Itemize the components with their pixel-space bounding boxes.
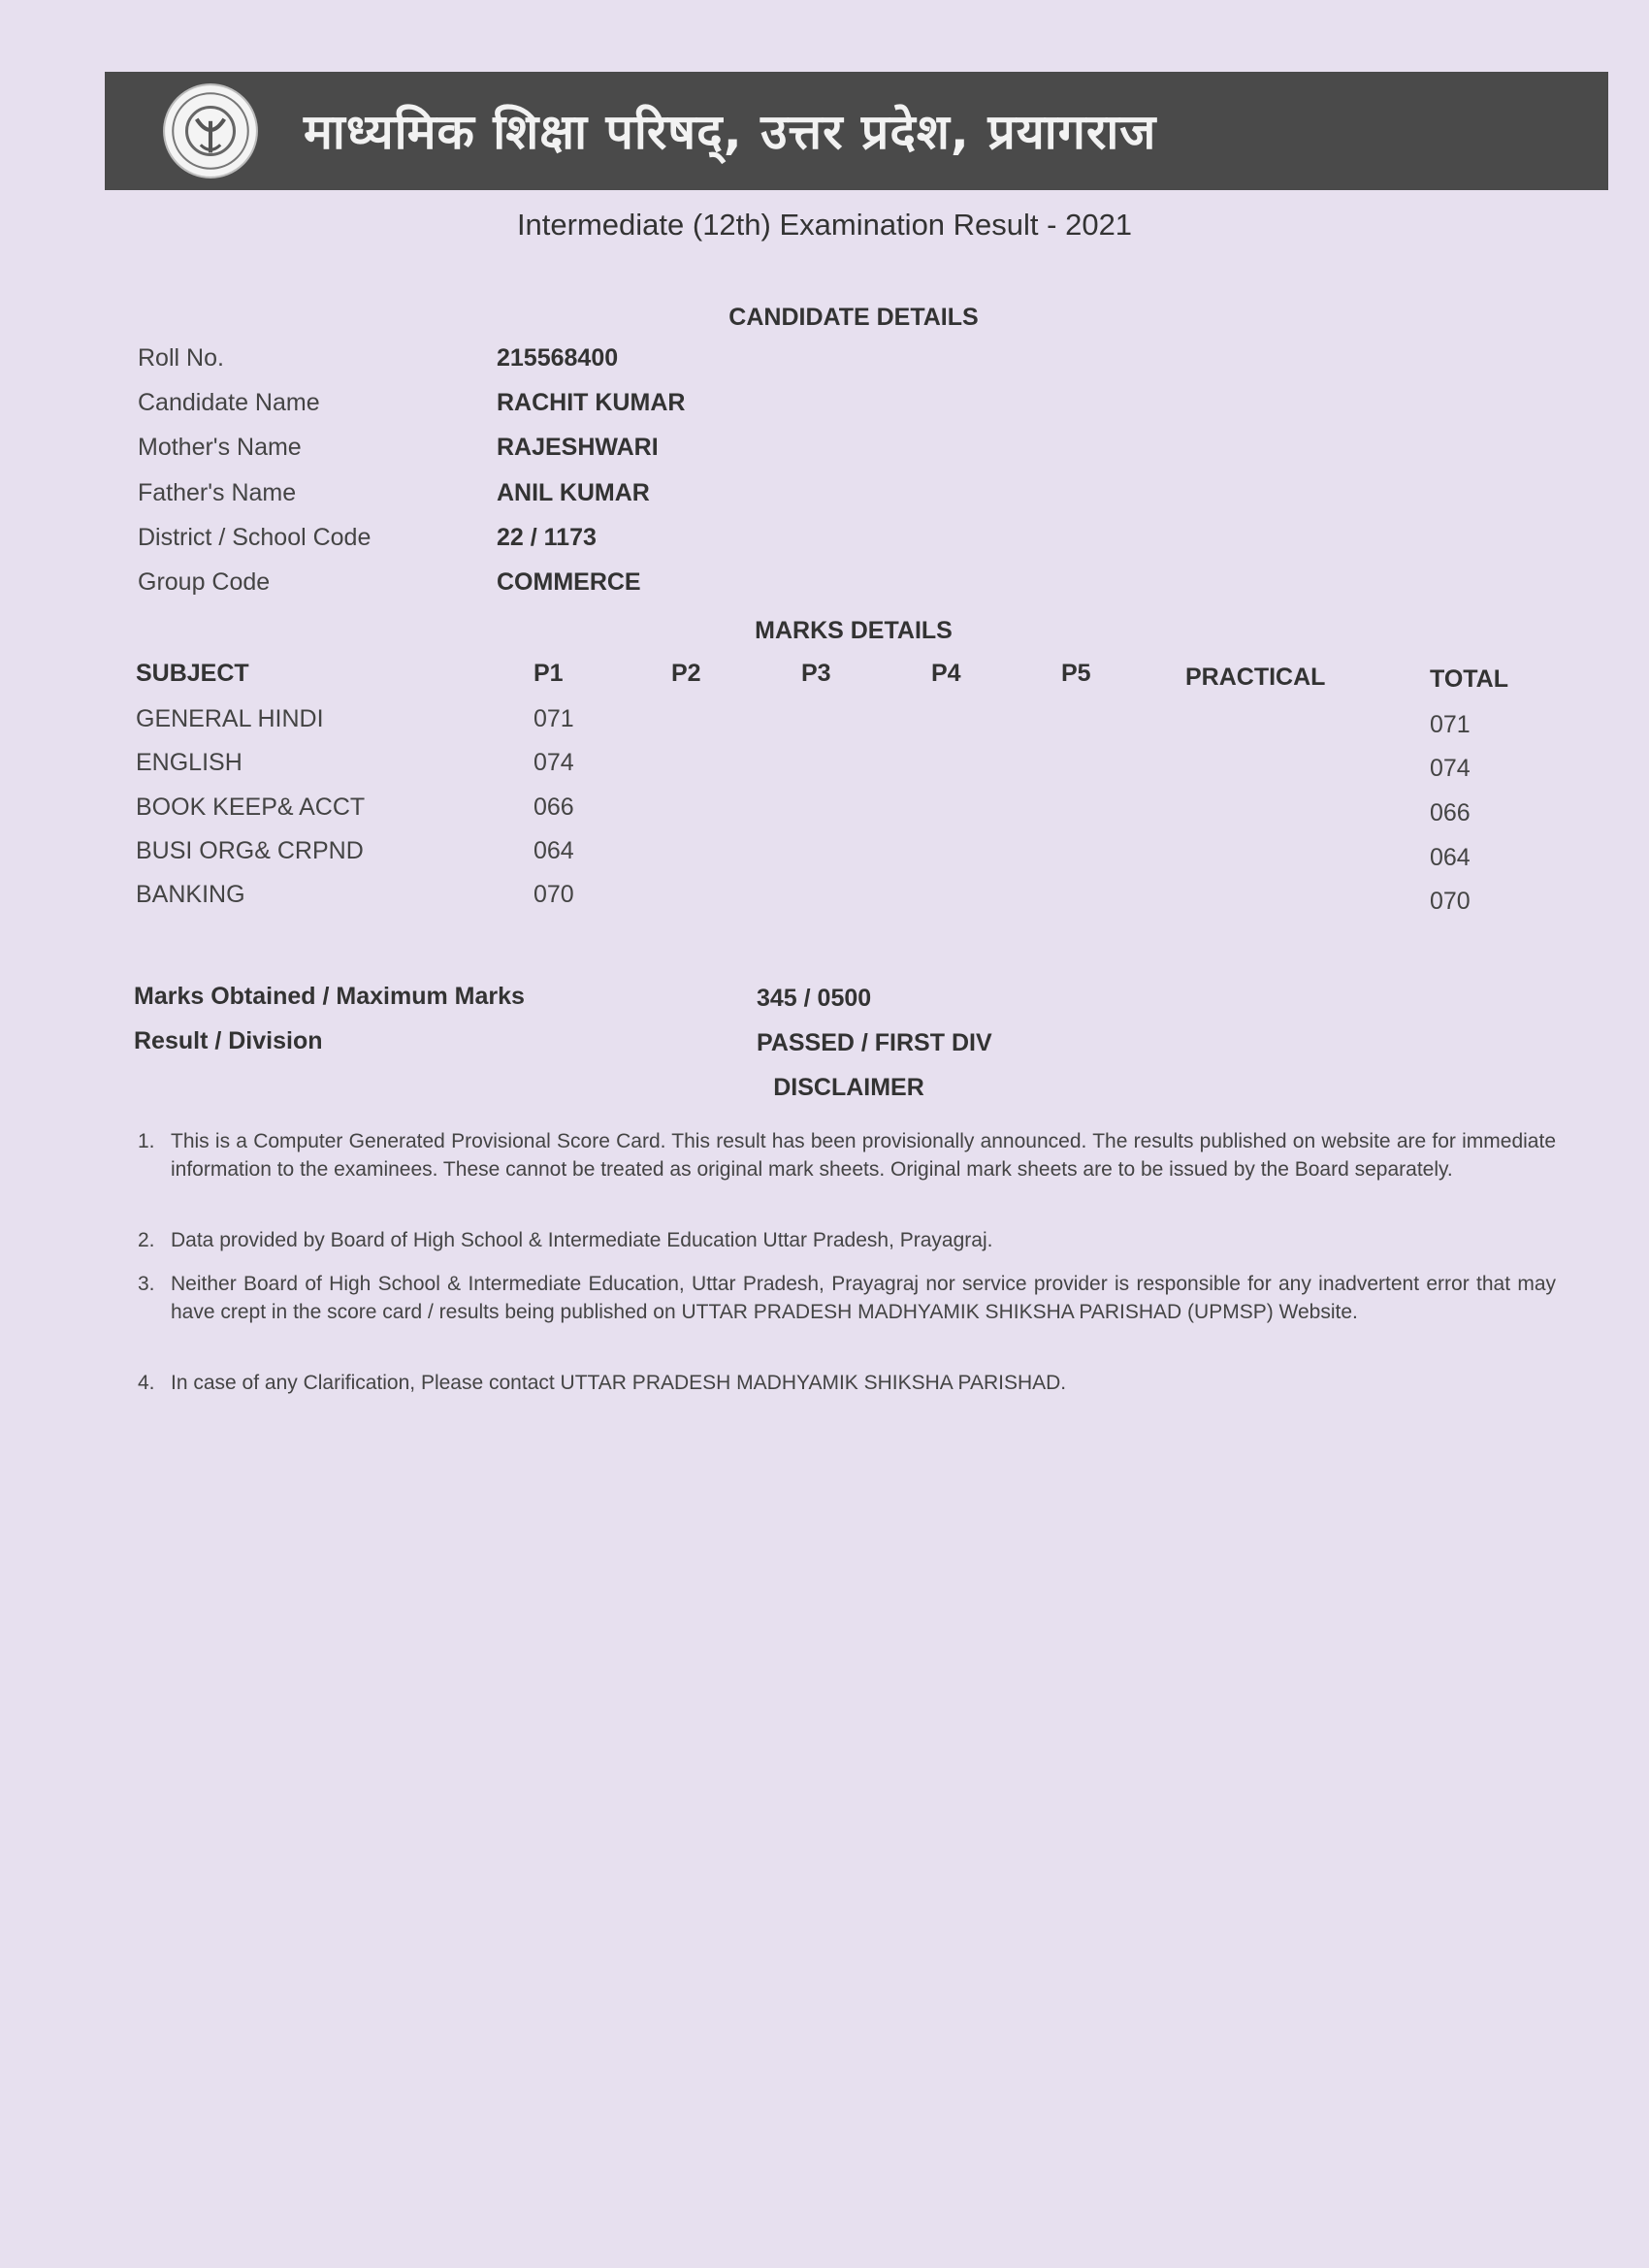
disclaimer-number: 2. [138, 1229, 155, 1251]
exam-title: Intermediate (12th) Examination Result - 2021 [516, 208, 1133, 242]
field-roll-no [0, 344, 1649, 383]
p1-cell: 071 [534, 705, 574, 732]
col-subject: SUBJECT [136, 660, 249, 687]
col-practical: PRACTICAL [1185, 664, 1326, 691]
col-p2: P2 [671, 660, 701, 687]
disclaimer-number: 3. [138, 1273, 155, 1295]
field-mothers-name [0, 434, 1649, 472]
field-value: ANIL KUMAR [497, 479, 650, 506]
field-value: 22 / 1173 [497, 524, 597, 551]
field-label: District / School Code [138, 524, 372, 551]
result-division-label: Result / Division [134, 1027, 323, 1054]
field-label: Mother's Name [138, 434, 302, 461]
field-value: RACHIT KUMAR [497, 389, 686, 416]
subject-cell: GENERAL HINDI [136, 705, 324, 732]
disclaimer-item [138, 1226, 1556, 1254]
p1-cell: 064 [534, 837, 574, 864]
disclaimer-number: 1. [138, 1130, 155, 1152]
col-p1: P1 [534, 660, 564, 687]
field-district-school-code [0, 524, 1649, 563]
field-label: Father's Name [138, 479, 297, 506]
disclaimer-item [138, 1127, 1556, 1183]
subject-cell: ENGLISH [136, 749, 242, 776]
board-title: माध्यमिक शिक्षा परिषद्, उत्तर प्रदेश, प्रयागराज [304, 104, 1157, 160]
subject-cell: BUSI ORG& CRPND [136, 837, 364, 864]
total-cell: 064 [1430, 844, 1471, 871]
total-cell: 070 [1430, 888, 1471, 915]
field-label: Group Code [138, 568, 271, 596]
p1-cell: 066 [534, 794, 574, 821]
field-value: RAJESHWARI [497, 434, 659, 461]
p1-cell: 070 [534, 881, 574, 908]
disclaimer-item [138, 1369, 1556, 1397]
field-value: COMMERCE [497, 568, 641, 596]
total-cell: 074 [1430, 755, 1471, 782]
field-candidate-name [0, 389, 1649, 428]
marks-obtained-value: 345 / 0500 [757, 985, 872, 1012]
col-p5: P5 [1061, 660, 1091, 687]
col-p3: P3 [801, 660, 831, 687]
p1-cell: 074 [534, 749, 574, 776]
disclaimer-heading: DISCLAIMER [773, 1074, 924, 1101]
field-label: Roll No. [138, 344, 224, 372]
subject-cell: BANKING [136, 881, 245, 908]
total-cell: 071 [1430, 711, 1471, 738]
field-fathers-name [0, 479, 1649, 518]
disclaimer-text: Data provided by Board of High School & Intermediate Education Uttar Pradesh, Prayagraj. [171, 1229, 993, 1251]
disclaimer-text: In case of any Clarification, Please contact UTTAR PRADESH MADHYAMIK SHIKSHA PARISHAD. [171, 1372, 1067, 1394]
disclaimer-text: Neither Board of High School & Intermediate Education, Uttar Pradesh, Prayagraj nor service provider is responsible for any inadvertent error that may have crept in the score card / results being published on UTTAR PRADESH MADHYAMIK SHIKSHA PARISHAD (UPMSP) Website. [171, 1273, 1556, 1323]
total-cell: 066 [1430, 799, 1471, 826]
field-value: 215568400 [497, 344, 619, 372]
col-p4: P4 [931, 660, 961, 687]
marks-details-heading: MARKS DETAILS [755, 617, 953, 644]
marks-obtained-label: Marks Obtained / Maximum Marks [134, 983, 525, 1010]
field-group-code [0, 568, 1649, 607]
field-label: Candidate Name [138, 389, 320, 416]
up-board-emblem-icon [161, 81, 260, 180]
disclaimer-text: This is a Computer Generated Provisional Score Card. This result has been provisionally announced. The results published on website are for immediate information to the examinees. These cannot be treated as original mark sheets. Original mark sheets are to be issued by the Board separately. [171, 1130, 1556, 1181]
subject-cell: BOOK KEEP& ACCT [136, 794, 366, 821]
result-division-value: PASSED / FIRST DIV [757, 1029, 992, 1056]
col-total: TOTAL [1430, 665, 1509, 693]
header-banner [105, 72, 1608, 190]
disclaimer-item [138, 1270, 1556, 1326]
candidate-details-heading: CANDIDATE DETAILS [728, 304, 979, 331]
disclaimer-number: 4. [138, 1372, 155, 1394]
